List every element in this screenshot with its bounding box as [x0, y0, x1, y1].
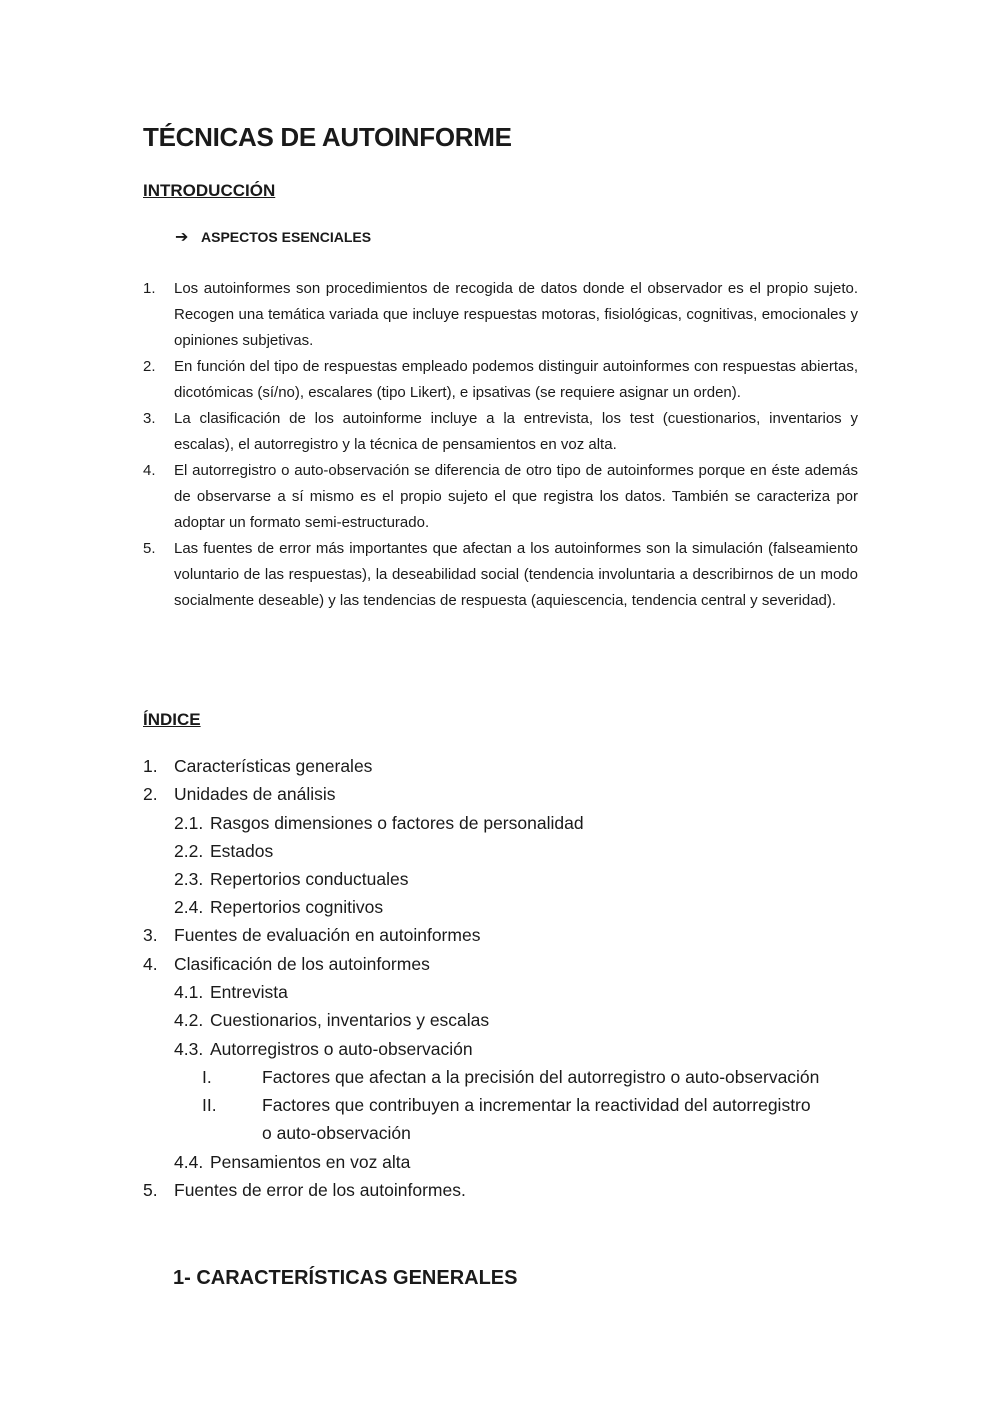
document-title: TÉCNICAS DE AUTOINFORME: [143, 122, 512, 152]
index-entry-number: 3.: [143, 925, 158, 945]
index-entry-text: Fuentes de error de los autoinformes.: [174, 1180, 466, 1200]
list-item: [143, 458, 858, 536]
index-entry-number: 2.2.: [174, 841, 204, 861]
list-item-number: 3.: [143, 410, 156, 427]
list-item: [143, 406, 858, 458]
list-item: [143, 536, 858, 614]
list-item-text: Las fuentes de error más importantes que afectan a los autoinformes son la simulación (falseamiento voluntario de las respuestas), la deseabilidad social (tendencia involuntaria a describirnos de un modo socialmente deseable) y las tendencias de respuesta (aquiescencia, tendencia central y severidad).: [174, 540, 858, 609]
index-entry-text: Clasificación de los autoinformes: [174, 954, 430, 974]
essentials-subheading-label: ASPECTOS ESENCIALES: [201, 229, 372, 245]
essentials-list: [143, 276, 858, 614]
index-entry-text: Rasgos dimensiones o factores de personalidad: [210, 813, 584, 833]
list-item-text: Los autoinformes son procedimientos de recogida de datos donde el observador es el propio sujeto. Recogen una temática variada que incluye respuestas motoras, fisiológicas, cognitivas, emocionales y opiniones subjetivas.: [174, 280, 858, 349]
index-entry-number: 2.1.: [174, 813, 204, 833]
list-item: [143, 276, 858, 354]
index-entry-text: Cuestionarios, inventarios y escalas: [210, 1010, 490, 1030]
index-entry-text: Repertorios conductuales: [210, 869, 409, 889]
list-item-text: La clasificación de los autoinforme incluye a la entrevista, los test (cuestionarios, inventarios y escalas), el autorregistro y la técnica de pensamientos en voz alta.: [174, 410, 858, 453]
index-entry-number: II.: [202, 1095, 217, 1115]
list-item-text: El autorregistro o auto-observación se diferencia de otro tipo de autoinformes porque en éste además de observarse a sí mismo es el propio sujeto el que registra los datos. También se caracteriza por adoptar un formato semi-estructurado.: [174, 462, 858, 531]
arrow-right-icon: ➔: [175, 229, 189, 246]
index-entry-text: Factores que afectan a la precisión del autorregistro o auto-observación: [262, 1067, 820, 1087]
index-entry-number: 2.4.: [174, 897, 204, 917]
index-entry-text: Estados: [210, 841, 274, 861]
index-entry-number: 4.3.: [174, 1039, 204, 1059]
list-item-number: 5.: [143, 540, 156, 557]
list-item-number: 2.: [143, 358, 156, 375]
list-item-number: 4.: [143, 462, 156, 479]
index-entry-number: 4.: [143, 954, 158, 974]
index-entry-text: Repertorios cognitivos: [210, 897, 384, 917]
intro-heading: INTRODUCCIÓN: [143, 181, 276, 200]
index-entry-number: 2.: [143, 784, 158, 804]
index-entry-number: 2.3.: [174, 869, 204, 889]
index-heading: ÍNDICE: [143, 710, 201, 729]
index-entry-number: 5.: [143, 1180, 158, 1200]
index-entry-text: Entrevista: [210, 982, 288, 1002]
index-entry-number: I.: [202, 1067, 212, 1087]
index-entry-text: Unidades de análisis: [174, 784, 336, 804]
essentials-subheading: [175, 227, 371, 247]
index-entry-text: Características generales: [174, 756, 373, 776]
index-entry-number: 4.1.: [174, 982, 204, 1002]
list-item-text: En función del tipo de respuestas empleado podemos distinguir autoinformes con respuestas abiertas, dicotómicas (sí/no), escalares (tipo Likert), e ipsativas (se requiere asignar un orden).: [174, 358, 858, 401]
index-entry-number: 4.2.: [174, 1010, 204, 1030]
chapter-heading: 1- CARACTERÍSTICAS GENERALES: [173, 1267, 518, 1289]
index-entry-number: 1.: [143, 756, 158, 776]
index-entry-number: 4.4.: [174, 1152, 204, 1172]
list-item-number: 1.: [143, 280, 156, 297]
index-entry-text: Factores que contribuyen a incrementar la reactividad del autorregistro: [262, 1095, 811, 1115]
index-entry-text: Fuentes de evaluación en autoinformes: [174, 925, 481, 945]
index-entry-text: o auto-observación: [262, 1123, 411, 1143]
index-entry-text: Pensamientos en voz alta: [210, 1152, 411, 1172]
index-entry-text: Autorregistros o auto-observación: [210, 1039, 473, 1059]
list-item: [143, 354, 858, 406]
